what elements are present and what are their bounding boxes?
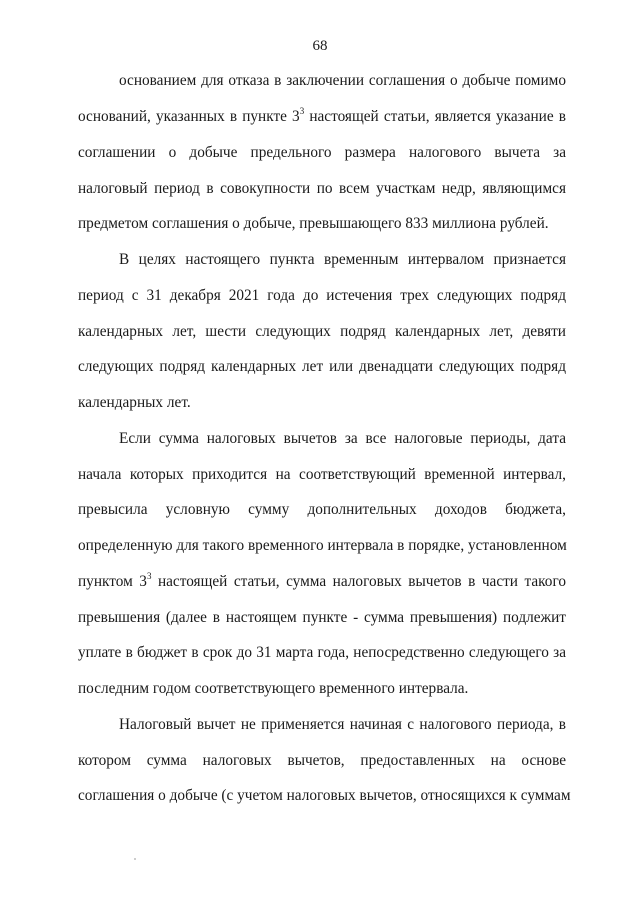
text-line: превышения (далее в настоящем пункте - сумма превышения) подлежит: [78, 609, 566, 626]
text-line: основанием для отказа в заключении соглашения о добыче помимо: [119, 72, 566, 89]
page-number: 68: [312, 38, 328, 54]
text-line: [78, 107, 566, 127]
text-line: соглашения о добыче (с учетом налоговых вычетов, относящихся к суммам: [78, 787, 571, 804]
text-line: Налоговый вычет не применяется начиная с налогового периода, в: [119, 716, 566, 733]
text-line: последним годом соответствующего временного интервала.: [78, 680, 469, 697]
text-line: В целях настоящего пункта временным интервалом признается: [119, 251, 566, 268]
scan-speck: [134, 858, 136, 860]
text-line: начала которых приходится на соответствующий временной интервал,: [78, 466, 566, 483]
text-line: следующих подряд календарных лет или двенадцати следующих подряд: [78, 358, 566, 375]
text-segment: пунктом 3: [78, 573, 147, 590]
text-segment: настоящей статьи, является указание в: [304, 108, 566, 125]
text-line: определенную для такого временного интервала в порядке, установленном: [78, 537, 567, 554]
text-line: уплате в бюджет в срок до 31 марта года, непосредственно следующего за: [78, 644, 566, 661]
text-line: календарных лет.: [78, 394, 191, 411]
text-segment: настоящей статьи, сумма налоговых вычетов в части такого: [151, 573, 566, 590]
superscript: 3: [299, 106, 305, 116]
text-line: предметом соглашения о добыче, превышающего 833 миллиона рублей.: [78, 215, 549, 232]
superscript: 3: [146, 571, 152, 581]
text-line: период с 31 декабря 2021 года до истечения трех следующих подряд: [78, 287, 566, 304]
text-segment: оснований, указанных в пункте 3: [78, 108, 300, 125]
text-line: [78, 572, 566, 592]
text-line: превысила условную сумму дополнительных доходов бюджета,: [78, 501, 566, 518]
text-line: Если сумма налоговых вычетов за все налоговые периоды, дата: [119, 430, 566, 447]
text-line: календарных лет, шести следующих подряд календарных лет, девяти: [78, 323, 566, 340]
text-line: соглашении о добыче предельного размера налогового вычета за: [78, 144, 566, 161]
text-line: налоговый период в совокупности по всем участкам недр, являющимся: [78, 180, 566, 197]
text-line: котором сумма налоговых вычетов, предоставленных на основе: [78, 752, 566, 769]
